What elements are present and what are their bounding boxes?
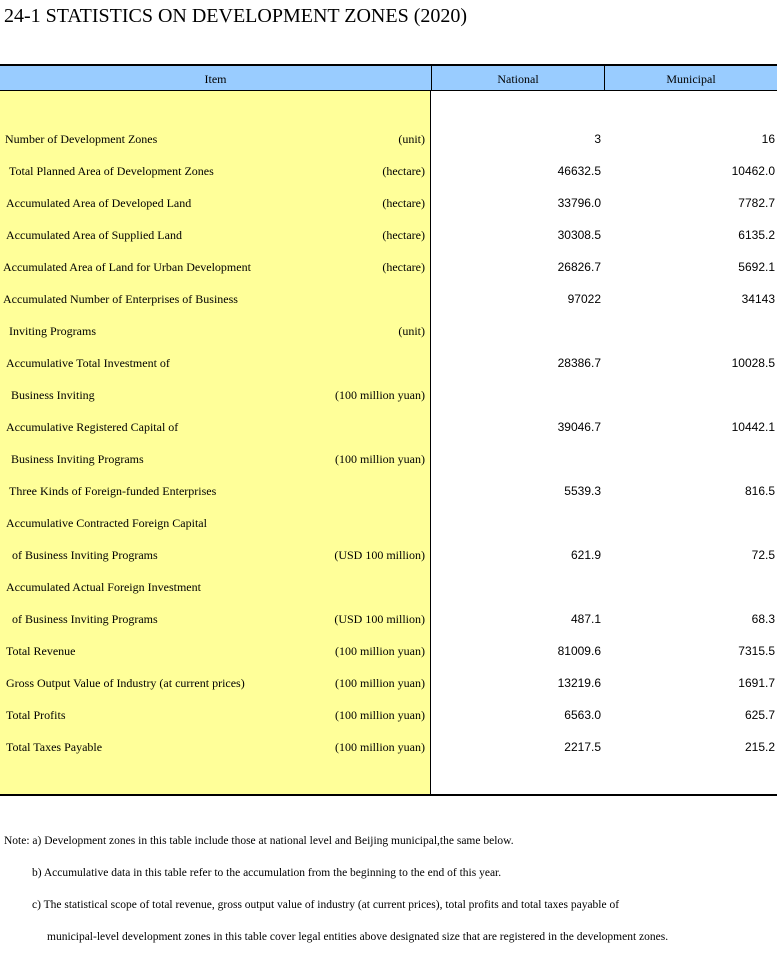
municipal-value: 72.5 <box>751 548 775 562</box>
national-value: 39046.7 <box>557 420 601 434</box>
table-row <box>0 411 777 443</box>
row-label: Total Taxes Payable <box>6 740 103 754</box>
row-label: Accumulated Number of Enterprises of Business <box>3 292 238 306</box>
municipal-value: 16 <box>761 132 775 146</box>
row-unit: (hectare) <box>382 164 425 178</box>
national-value: 487.1 <box>570 612 601 626</box>
municipal-value: 816.5 <box>744 484 775 498</box>
table-row <box>0 571 777 603</box>
row-label: Accumulated Area of Developed Land <box>6 196 192 210</box>
table-row <box>0 187 777 219</box>
municipal-value: 5692.1 <box>738 260 775 274</box>
row-unit: (100 million yuan) <box>335 676 425 690</box>
row-unit: (USD 100 million) <box>334 612 425 626</box>
table-row <box>0 635 777 667</box>
row-label: Accumulated Actual Foreign Investment <box>6 580 201 594</box>
row-label: Accumulated Area of Land for Urban Development <box>3 260 251 274</box>
row-unit: (unit) <box>398 324 425 338</box>
national-value: 6563.0 <box>564 708 601 722</box>
note-c-continued: municipal-level development zones in this table cover legal entities above designated size that are registered in the development zones. <box>47 931 669 943</box>
table-row <box>0 347 777 379</box>
page-title: 24-1 STATISTICS ON DEVELOPMENT ZONES (2020) <box>4 5 468 27</box>
municipal-value: 10028.5 <box>731 356 775 370</box>
municipal-value: 7782.7 <box>738 196 775 210</box>
table-row <box>0 603 777 635</box>
national-value: 30308.5 <box>557 228 601 242</box>
municipal-value: 625.7 <box>744 708 775 722</box>
row-unit: (USD 100 million) <box>334 548 425 562</box>
row-label: Business Inviting <box>11 388 95 402</box>
table-row <box>0 155 777 187</box>
row-label: Total Profits <box>6 708 66 722</box>
national-value: 46632.5 <box>557 164 601 178</box>
row-label: Number of Development Zones <box>5 132 158 146</box>
municipal-value: 68.3 <box>751 612 775 626</box>
municipal-value: 7315.5 <box>738 644 775 658</box>
row-unit: (100 million yuan) <box>335 388 425 402</box>
municipal-value: 215.2 <box>744 740 775 754</box>
row-unit: (hectare) <box>382 196 425 210</box>
municipal-value: 10442.1 <box>731 420 775 434</box>
row-unit: (100 million yuan) <box>335 708 425 722</box>
note-a: Note: a) Development zones in this table include those at national level and Beijing municipal,the same below. <box>4 835 514 847</box>
table-row <box>0 219 777 251</box>
national-value: 28386.7 <box>557 356 601 370</box>
row-label: Total Revenue <box>6 644 76 658</box>
municipal-value: 34143 <box>741 292 775 306</box>
table-row <box>0 539 777 571</box>
table-row <box>0 443 777 475</box>
column-header-item: Item <box>0 64 431 91</box>
row-unit: (100 million yuan) <box>335 644 425 658</box>
national-value: 97022 <box>567 292 601 306</box>
row-unit: (unit) <box>398 132 425 146</box>
column-header-municipal: Municipal <box>604 64 777 91</box>
table-row <box>0 699 777 731</box>
national-value: 26826.7 <box>557 260 601 274</box>
national-value: 33796.0 <box>557 196 601 210</box>
table-row <box>0 731 777 763</box>
table-row <box>0 251 777 283</box>
municipal-value: 10462.0 <box>731 164 775 178</box>
note-b: b) Accumulative data in this table refer to the accumulation from the beginning to the end of this year. <box>32 867 502 879</box>
table-row <box>0 507 777 539</box>
table-row <box>0 315 777 347</box>
row-unit: (hectare) <box>382 228 425 242</box>
row-label: Business Inviting Programs <box>11 452 144 466</box>
note-c: c) The statistical scope of total revenue, gross output value of industry (at current prices), total profits and total taxes payable of <box>32 899 620 911</box>
national-value: 5539.3 <box>564 484 601 498</box>
municipal-value: 1691.7 <box>738 676 775 690</box>
row-label: Gross Output Value of Industry (at current prices) <box>6 676 245 690</box>
national-value: 3 <box>594 132 601 146</box>
row-label: Accumulative Contracted Foreign Capital <box>6 516 207 530</box>
municipal-value: 6135.2 <box>738 228 775 242</box>
national-value: 13219.6 <box>557 676 601 690</box>
table-row <box>0 475 777 507</box>
row-label: Accumulative Total Investment of <box>6 356 170 370</box>
row-unit: (100 million yuan) <box>335 740 425 754</box>
row-label: Three Kinds of Foreign-funded Enterprises <box>9 484 217 498</box>
table-row <box>0 123 777 155</box>
table-row <box>0 667 777 699</box>
row-unit: (hectare) <box>382 260 425 274</box>
table-row <box>0 379 777 411</box>
national-value: 621.9 <box>570 548 601 562</box>
row-label: Accumulative Registered Capital of <box>6 420 179 434</box>
national-value: 2217.5 <box>564 740 601 754</box>
row-unit: (100 million yuan) <box>335 452 425 466</box>
table-bottom-rule <box>0 794 777 796</box>
table-row <box>0 283 777 315</box>
row-label: Total Planned Area of Development Zones <box>9 164 214 178</box>
row-label: of Business Inviting Programs <box>12 548 158 562</box>
national-value: 81009.6 <box>557 644 601 658</box>
row-label: Inviting Programs <box>9 324 96 338</box>
row-label: Accumulated Area of Supplied Land <box>6 228 182 242</box>
row-label: of Business Inviting Programs <box>12 612 158 626</box>
column-header-national: National <box>431 64 604 91</box>
